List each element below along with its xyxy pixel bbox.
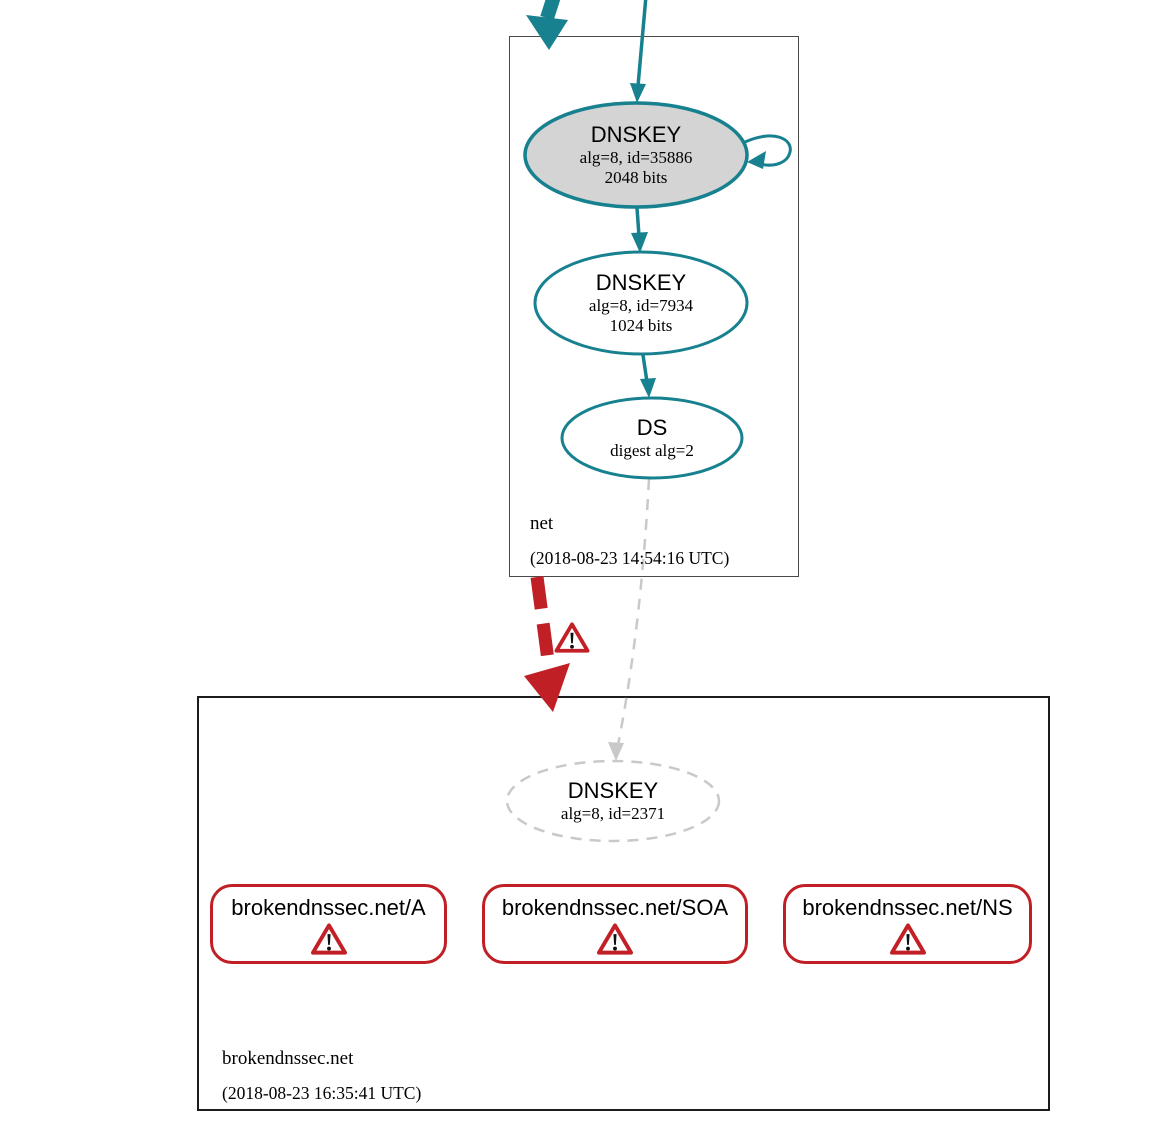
edge-ksk-to-zsk-head bbox=[631, 232, 648, 253]
edge-zsk-to-ds-head bbox=[640, 378, 656, 398]
edge-incoming-secure-thin-head bbox=[630, 83, 646, 103]
edge-ksk-to-zsk-stem bbox=[637, 208, 639, 236]
zone-timestamp-net: (2018-08-23 14:54:16 UTC) bbox=[530, 548, 730, 568]
edge-incoming-secure-thin-stem bbox=[638, 0, 646, 86]
warning-icon bbox=[309, 922, 349, 957]
warning-icon bbox=[556, 624, 587, 650]
node-detail: alg=8, id=7934 bbox=[588, 296, 694, 315]
rrset-node-ns[interactable] bbox=[783, 884, 1032, 964]
node-dnskey-broken-text bbox=[503, 778, 723, 824]
zone-label-brokendnssec-net: brokendnssec.net bbox=[222, 1048, 354, 1069]
rrset-label: brokendnssec.net/NS bbox=[802, 895, 1013, 920]
rrset-label: brokendnssec.net/SOA bbox=[501, 895, 729, 920]
warning-icon-use bbox=[312, 925, 344, 952]
node-detail: alg=8, id=35886 bbox=[579, 148, 693, 167]
node-title: DNSKEY bbox=[595, 270, 687, 295]
edge-delegation-bogus-stem bbox=[537, 577, 549, 668]
edge-incoming-secure-thick-stem bbox=[547, 0, 556, 18]
warning-icon bbox=[888, 922, 928, 957]
node-title: DNSKEY bbox=[590, 122, 682, 147]
node-dnskey-zsk-text bbox=[531, 268, 751, 338]
edge-ksk-to-zsk bbox=[631, 208, 648, 253]
node-detail: digest alg=2 bbox=[610, 441, 694, 460]
edge-incoming-secure-thick bbox=[526, 0, 568, 50]
warning-icon-use bbox=[599, 925, 631, 952]
node-ds-text bbox=[542, 415, 762, 461]
edge-ksk-self-loop-head bbox=[747, 151, 766, 169]
edge-incoming-secure-thin bbox=[630, 0, 646, 103]
node-title: DNSKEY bbox=[567, 778, 659, 803]
node-detail: alg=8, id=2371 bbox=[560, 804, 666, 823]
edge-zsk-to-ds bbox=[640, 355, 656, 398]
node-title: DS bbox=[636, 415, 668, 440]
edge-zsk-to-ds-stem bbox=[643, 355, 647, 382]
edge-ds-to-dnskey-insecure-stem bbox=[618, 479, 649, 745]
edge-ds-to-dnskey-insecure bbox=[608, 479, 649, 761]
edge-incoming-secure-thick-head bbox=[526, 15, 568, 50]
zone-timestamp-brokendnssec-net: (2018-08-23 16:35:41 UTC) bbox=[222, 1083, 422, 1103]
node-detail: 1024 bits bbox=[609, 316, 673, 335]
node-detail: 2048 bits bbox=[604, 168, 668, 187]
rrset-node-soa[interactable] bbox=[482, 884, 748, 964]
node-dnskey-ksk-text bbox=[526, 120, 746, 190]
warning-icon-use bbox=[891, 925, 923, 952]
warning-icon bbox=[595, 922, 635, 957]
rrset-label: brokendnssec.net/A bbox=[231, 895, 426, 920]
edge-ds-to-dnskey-insecure-head bbox=[608, 742, 624, 761]
rrset-node-a[interactable] bbox=[210, 884, 447, 964]
zone-label-net: net bbox=[530, 513, 554, 534]
edge-ksk-self-loop bbox=[745, 136, 790, 169]
edge-delegation-bogus-head bbox=[524, 663, 570, 712]
